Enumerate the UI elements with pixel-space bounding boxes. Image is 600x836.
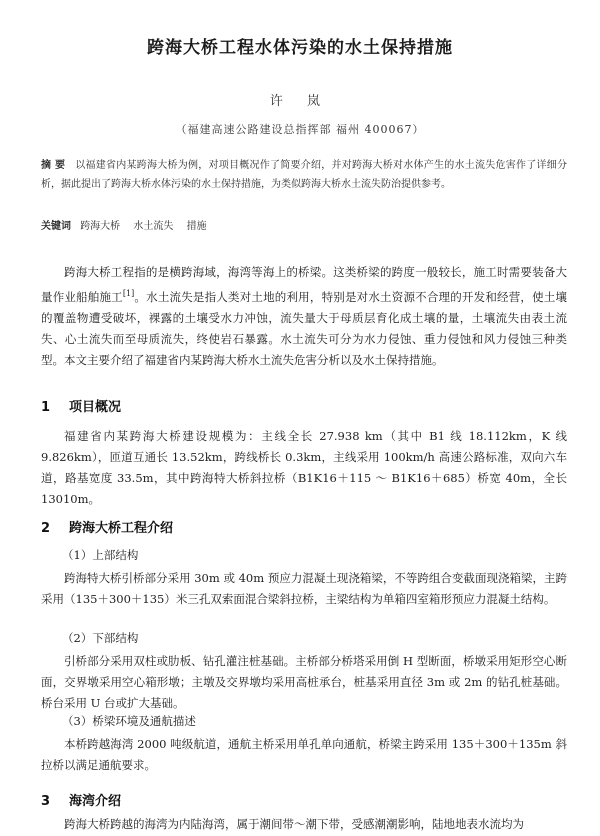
keywords: [41, 217, 567, 232]
section-1-heading: [41, 396, 121, 415]
paper-title: 跨海大桥工程水体污染的水土保持措施: [147, 38, 453, 58]
abstract: [41, 156, 567, 194]
intro-paragraph: [41, 262, 567, 371]
keyword: 跨海大桥: [80, 221, 121, 232]
subsection-body: 本桥跨越海湾 2000 吨级航道，通航主桥采用单孔单向通航，桥梁主跨采用 135＋300＋135m 斜拉桥以满足通航要求。: [41, 737, 567, 772]
affiliation: （福建高速公路建设总指挥部 福州 400067）: [175, 123, 425, 136]
subsection-body: 跨海特大桥引桥部分采用 30m 或 40m 预应力混凝土现浇箱梁，不等跨组合变截面现浇箱梁，主跨采用（135＋300＋135）米三孔双索面混合梁斜拉桥，主梁结构为单箱四室箱形预应力混凝土结构。: [41, 571, 567, 606]
section-1-body: 福建省内某跨海大桥建设规模为：主线全长 27.938 km（其中 B1 线 18.112km，K 线 9.826km），匝道互通长 13.52km，跨线桥长 0.3km，主线采用 100km/h 高速公路标准，双向六车道，路基宽度 33.5m，其中跨海特大桥斜拉桥（B1K16＋115 ～ B1K16＋685）桥宽 40m，全长 13010m。: [41, 429, 567, 506]
keyword: 水土流失: [133, 221, 174, 232]
section-number: 3: [41, 794, 51, 809]
section-3-heading: [41, 790, 121, 809]
intro-text-b: 。水土流失是指人类对土地的利用，特别是对水土资源不合理的开发和经营，使土壤的覆盖物遭受破坏，裸露的土壤受水力冲蚀，流失量大于母质层育化成土壤的量，土壤流失由表土流失、心土流失而至母质流失，终使岩石暴露。水土流失可分为水力侵蚀、重力侵蚀和风力侵蚀三种类型。本文主要介绍了福建省内某跨海大桥水土流失危害分析以及水土保持措施。: [41, 289, 568, 367]
subsection-title: （1）上部结构: [62, 548, 139, 562]
citation-ref: [1]: [122, 289, 135, 298]
section-title: 跨海大桥工程介绍: [69, 521, 174, 536]
subsection-body: 引桥部分采用双柱或肋板、钻孔灌注桩基础。主桥部分桥塔采用倒 H 型断面，桥墩采用矩形空心断面，交界墩采用空心箱形墩；主墩及交界墩均采用高桩承台，桩基采用直径 3m 或 2m 的钻孔桩基础。桥台采用 U 台或扩大基础。: [41, 654, 567, 710]
abstract-label: 摘 要: [41, 160, 66, 171]
keyword: 措施: [186, 221, 207, 232]
section-2-heading: [41, 517, 173, 536]
intro-text-a: 跨海大桥工程指的是横跨海域，海湾等海上的桥梁。这类桥梁的跨度一般较长，施工时需要装备大量作业船舶施工: [41, 265, 567, 304]
keywords-label: 关键词: [41, 221, 71, 232]
section-3-body: 跨海大桥跨越的海湾为内陆海湾，属于潮间带～潮下带，受感潮潮影响，陆地地表水流均为: [64, 817, 524, 831]
subsection-title: （3）桥梁环境及通航描述: [62, 714, 196, 728]
section-number: 2: [41, 521, 51, 536]
section-title: 海湾介绍: [69, 794, 122, 809]
section-number: 1: [41, 400, 51, 415]
abstract-text: 以福建省内某跨海大桥为例，对项目概况作了简要介绍，并对跨海大桥对水体产生的水土流失危害作了详细分析，据此提出了跨海大桥水体污染的水土保持措施，为类似跨海大桥水土流失防治提供参考。: [41, 160, 567, 190]
subsection-title: （2）下部结构: [62, 631, 139, 645]
section-title: 项目概况: [69, 400, 122, 415]
author: 许 岚: [269, 94, 331, 109]
